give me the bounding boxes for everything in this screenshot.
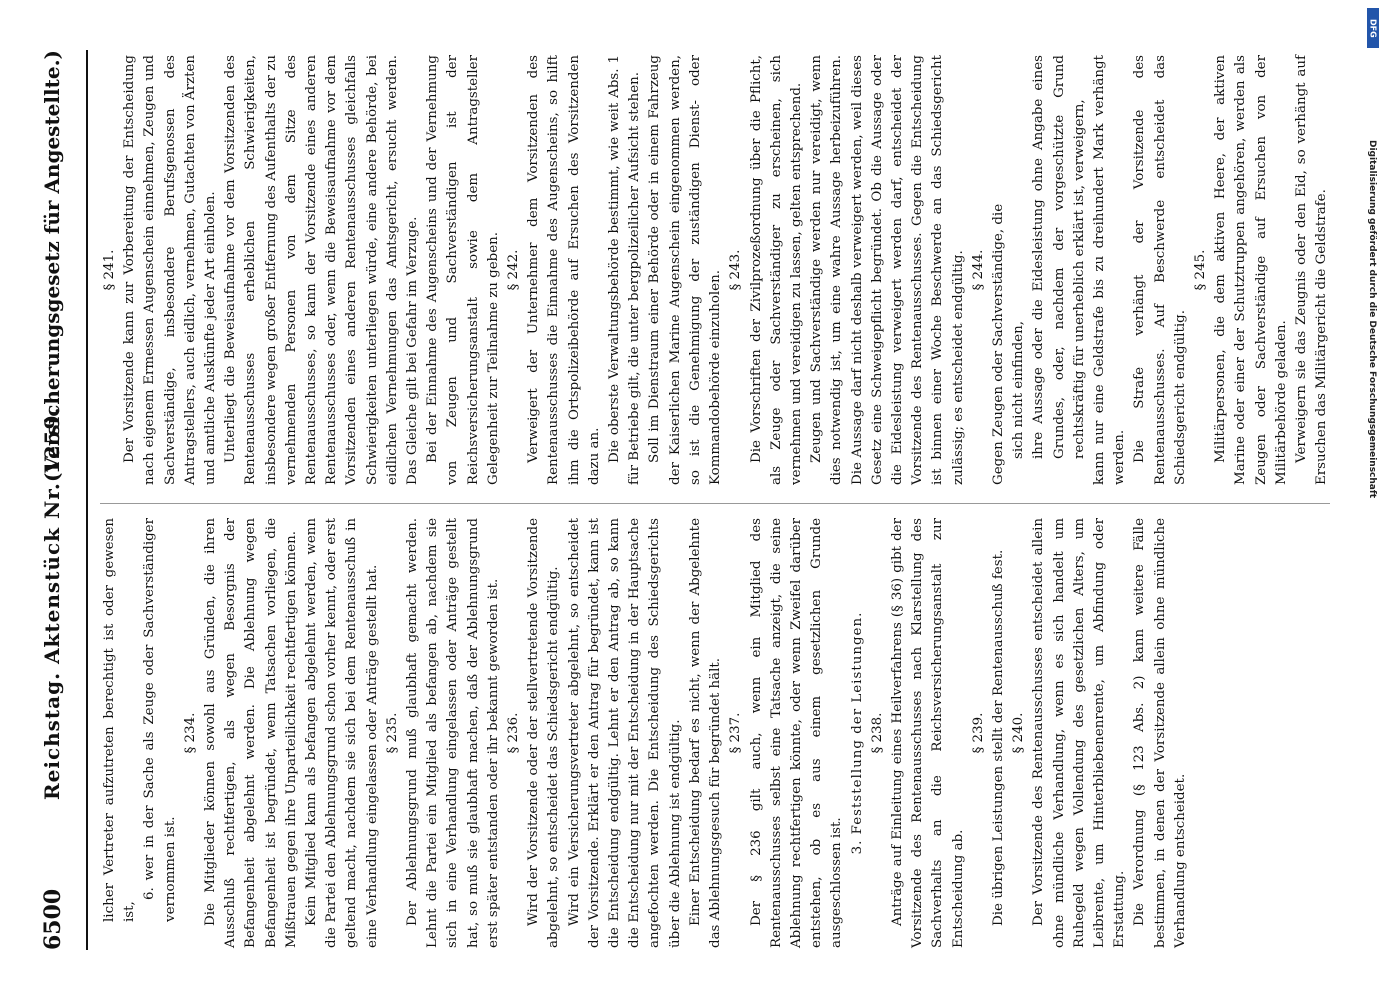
paragraph: Unterliegt die Beweisaufnahme vor dem Vorsitzenden des Rentenausschusses erheblichen Schwierigkeiten, insbesondere wegen großer Entfernung des Aufenthalts der zu vernehmenden Personen von dem Sitze des Rentenausschusses, so kann der Vorsitzende eines anderen Rentenausschusses oder, wenn die Beweisaufnahme vor dem Vorsitzenden eines anderen Rentenausschusses gleichfalls Schwierigkeiten unterliegen würde, eine andere Behörde, bei eidlichen Vernehmungen das Amtsgericht, ersucht werden. Das Gleiche gilt bei Gefahr im Verzuge. xyxy=(222,55,420,485)
paragraph: Die Vorschriften der Zivilprozeßordnung über die Pflicht, als Zeuge oder Sachverständiger zu erscheinen, sich vernehmen und vereidigen zu lassen, gelten entsprechend. xyxy=(748,55,804,485)
paragraph: Gegen Zeugen oder Sachverständige, die xyxy=(990,203,1006,485)
section-number: § 238. xyxy=(869,712,885,754)
paragraph: Die oberste Verwaltungsbehörde bestimmt, wie weit Abs. 1 für Betriebe gilt, die unter bergpolizeilicher Aufsicht stehen. xyxy=(606,55,642,485)
page-header xyxy=(40,50,80,950)
paragraph: Kein Mitglied kann als befangen abgelehnt werden, wenn die Partei den Ablehnungsgrund schon vorher kennt, oder erst geltend macht, nachdem sie sich bei dem Rentenausschuß in eine Verhandlung eingelassen oder Anträge gestellt hat. xyxy=(303,518,380,948)
rotated-page-content xyxy=(22,30,1362,970)
running-head: Reichstag. Aktenstück Nr. 1259. xyxy=(39,406,64,800)
section-number: § 235. xyxy=(384,712,400,754)
paragraph: Der Ablehnungsgrund muß glaubhaft gemacht werden. Lehnt die Partei ein Mitglied als befangen ab, nachdem sie sich in eine Verhandlung eingelassen oder Anträge gestellt hat, so muß sie glaubhaft machen, daß der Ablehnungsgrund erst später entstanden oder ihr bekannt geworden ist. xyxy=(404,518,501,948)
paragraph: Bei der Einnahme des Augenscheins und der Vernehmung von Zeugen und Sachverständigen ist der Reichsversicherungsanstalt sowie dem Antragsteller Gelegenheit zur Teilnahme zu geben. xyxy=(424,55,501,485)
paragraph: Wird der Vorsitzende oder der stellvertretende Vorsitzende abgelehnt, so entscheidet das Schiedsgericht endgültig. xyxy=(525,518,561,948)
left-column xyxy=(100,518,1191,948)
column-divider xyxy=(100,503,1330,504)
paragraph: Der Vorsitzende des Rentenausschusses entscheidet allein ohne mündliche Verhandlung, wenn es sich handelt um Ruhegeld wegen Vollendung des gesetzlichen Alters, um Leibrente, um Hinterbliebenenrente, um Abfindung oder Erstattung. xyxy=(1030,518,1127,948)
section-number: § 239. xyxy=(970,712,986,754)
section-number: § 234. xyxy=(182,712,198,754)
paragraph: Die Mitglieder können sowohl aus Gründen, die ihren Ausschluß rechtfertigen, als wegen Besorgnis der Befangenheit abgelehnt werden. Die Ablehnung wegen Befangenheit ist begründet, wenn Tatsachen vorliegen, die Mißtrauen gegen ihre Unparteilichkeit rechtfertigen können. xyxy=(202,518,299,948)
dfg-logo: DFG xyxy=(1367,8,1379,48)
paragraph: Verweigert der Unternehmer dem Vorsitzenden des Rentenausschusses die Einnahme des Augenscheins, so hilft ihm die Ortspolizeibehörde auf Ersuchen des Vorsitzenden dazu an. xyxy=(525,55,602,485)
paragraph: Zeugen und Sachverständige werden nur vereidigt, wenn dies notwendig ist, um eine wahre Aussage herbeizuführen. Die Aussage darf nicht deshalb verweigert werden, weil dieses Gesetz eine Schweigepflicht begründet. Ob die Aussage oder die Eidesleistung verweigert werden darf, entscheidet der Vorsitzende des Rentenausschusses. Gegen die Entscheidung ist binnen einer Woche Beschwerde an das Schiedsgericht zulässig; es entscheidet endgültig. xyxy=(808,55,966,485)
paragraph: Der § 236 gilt auch, wenn ein Mitglied des Rentenausschusses selbst eine Tatsache anzeigt, die seine Ablehnung rechtfertigen könnte, oder wenn Zweifel darüber entstehen, ob es aus einem gesetzlichen Grunde ausgeschlossen ist. xyxy=(748,518,844,948)
running-head-title: (Versicherungsgesetz für Angestellte.) xyxy=(39,50,64,483)
section-number: § 240. xyxy=(1010,712,1026,754)
right-column xyxy=(100,55,1332,485)
paragraph: kann nur eine Geldstrafe bis zu dreihundert Mark verhängt werden. xyxy=(1091,55,1127,485)
list-item: 6. wer in der Sache als Zeuge oder Sachverständiger vernommen ist. xyxy=(141,518,178,922)
section-number: § 244. xyxy=(970,249,986,291)
section-heading: 3. Feststellung der Leistungen. xyxy=(849,611,865,855)
section-number: § 241. xyxy=(101,249,117,291)
paragraph: Die Verordnung (§ 123 Abs. 2) kann weitere Fälle bestimmen, in denen der Vorsitzende allein ohne mündliche Verhandlung entscheidet. xyxy=(1131,518,1188,948)
section-number: § 245. xyxy=(1192,249,1208,291)
paragraph: Wird ein Versicherungsvertreter abgelehnt, so entscheidet der Vorsitzende. Erklärt er den Antrag für begründet, kann ist die Entscheidung endgültig. Lehnt er den Antrag ab, so kann die Entscheidung nur mit der Entscheidung in der Hauptsache angefochten werden. Die Entscheidung des Schiedsgerichts über die Ablehnung ist endgültig. xyxy=(566,518,683,948)
paragraph: Einer Entscheidung bedarf es nicht, wenn der Abgelehnte das Ablehnungsgesuch für begründet hält. xyxy=(687,518,723,948)
paragraph: Die Strafe verhängt der Vorsitzende des Rentenausschusses. Auf Beschwerde entscheidet das Schiedsgericht endgültig. xyxy=(1131,55,1188,485)
paragraph: Anträge auf Einleitung eines Heilverfahrens (§ 36) gibt der Vorsitzende des Rentenausschusses nach Klarstellung des Sachverhalts an die Reichsversicherungsanstalt zur Entscheidung ab. xyxy=(889,518,966,948)
section-number: § 243. xyxy=(727,249,743,291)
digitization-credit: Digitalisierung gefördert durch die Deutsche Forschungsgemeinschaft xyxy=(1367,140,1377,499)
list-item: ihre Aussage oder die Eidesleistung ohne Angabe eines Grundes, oder, nachdem der vorgeschützte Grund rechtskräftig für unerheblich erklärt ist, verweigern, xyxy=(1030,55,1087,459)
section-number: § 242. xyxy=(505,249,521,291)
section-number: § 236. xyxy=(505,712,521,754)
paragraph: Militärpersonen, die dem aktiven Heere, der aktiven Marine oder einer der Schutztruppen angehören, werden als Zeugen oder Sachverständige auf Ersuchen von der Militärbehörde geladen. xyxy=(1212,55,1289,485)
list-item: sich nicht einfinden, xyxy=(1010,321,1026,459)
paragraph: licher Vertreter aufzutreten berechtigt ist oder gewesen ist, xyxy=(101,518,137,922)
paragraph: Soll im Dienstraum einer Behörde oder in einem Fahrzeug der Kaiserlichen Marine Augenschein eingenommen werden, so ist die Genehmigung der zuständigen Dienst- oder Kommandobehörde einzuholen. xyxy=(646,55,723,485)
header-rule xyxy=(86,50,88,950)
page-number: 6500 xyxy=(39,888,66,950)
paragraph: Die übrigen Leistungen stellt der Rentenausschuß fest. xyxy=(990,549,1006,926)
section-number: § 237. xyxy=(727,712,743,754)
paragraph: Verweigern sie das Zeugnis oder den Eid, so verhängt auf Ersuchen das Militärgericht die Geldstrafe. xyxy=(1293,55,1329,485)
paragraph: Der Vorsitzende kann zur Vorbereitung der Entscheidung nach eigenem Ermessen Augenschein einnehmen, Zeugen und Sachverständige, insbesondere Berufsgenossen des Antragstellers, auch eidlich, vernehmen, Gutachten von Ärzten und amtliche Auskünfte jeder Art einholen. xyxy=(121,55,218,485)
